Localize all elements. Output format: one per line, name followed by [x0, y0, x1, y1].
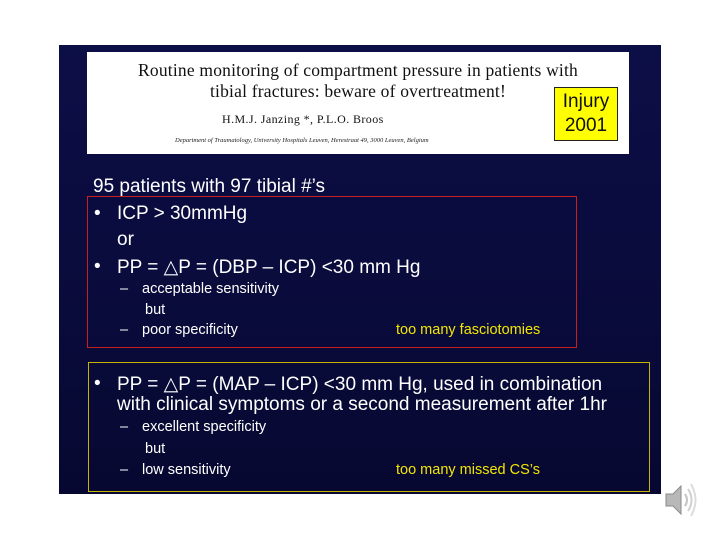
journal-year: 2001 [564, 115, 608, 136]
citation-title-line2: tibial fractures: beware of overtreatment! [209, 81, 507, 101]
section1-bullet2-marker: • [94, 256, 101, 277]
journal-badge [554, 87, 618, 141]
section2-sub2: low sensitivity [142, 462, 231, 478]
section1-bullet1: ICP > 30mmHg [117, 203, 248, 224]
section2-sub2-dash: – [120, 462, 129, 478]
section1-but: but [145, 302, 166, 318]
section1-heading: 95 patients with 97 tibial #’s [93, 176, 326, 197]
citation-header [87, 52, 629, 154]
section2-note: too many missed CS’s [396, 462, 540, 478]
citation-department: Department of Traumatology, University Hospitals Leuven, Herestraat 49, 3000 Leuven, Belgium [175, 137, 429, 144]
citation-authors: H.M.J. Janzing *, P.L.O. Broos [222, 112, 384, 126]
section1-bullet2: PP = △P = (DBP – ICP) <30 mm Hg [117, 257, 421, 278]
section1-sub2-dash: – [120, 322, 129, 338]
section1-sub1: acceptable sensitivity [142, 281, 280, 297]
section2-bullet-marker: • [94, 373, 101, 394]
citation-title [87, 60, 629, 102]
section1-note: too many fasciotomies [396, 322, 541, 338]
journal-name: Injury [562, 91, 610, 112]
section1-or: or [117, 229, 134, 250]
section1-sub2: poor specificity [142, 322, 238, 338]
speaker-icon[interactable] [664, 478, 698, 522]
citation-title-line1: Routine monitoring of compartment pressure in patients with [138, 60, 578, 80]
section2-but: but [145, 441, 166, 457]
section2-bullet-line2: with clinical symptoms or a second measurement after 1hr [117, 394, 607, 415]
section2-sub1-dash: – [120, 419, 129, 435]
section2-bullet-line1: PP = △P = (MAP – ICP) <30 mm Hg, used in combination [117, 374, 603, 395]
section2-sub1: excellent specificity [142, 419, 267, 435]
section1-bullet1-marker: • [94, 203, 101, 224]
section1-sub1-dash: – [120, 281, 129, 297]
